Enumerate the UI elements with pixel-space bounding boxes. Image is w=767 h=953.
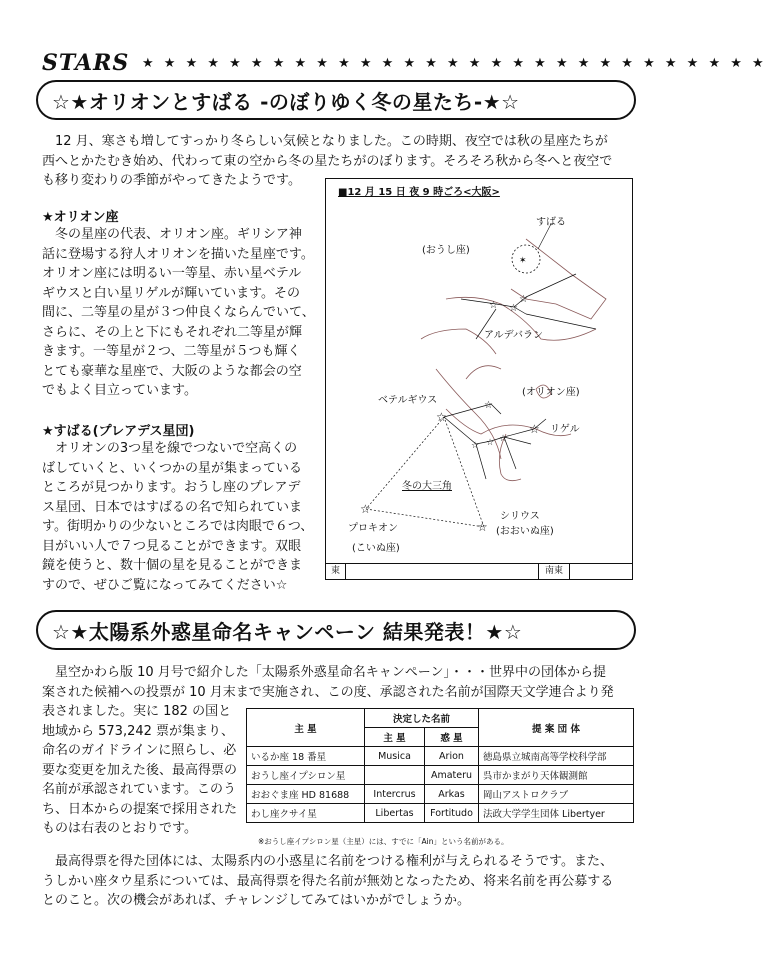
article1-title: ☆★オリオンとすばる -のぼりゆく冬の星たち-★☆ <box>52 89 520 114</box>
pleiades-text <box>42 439 324 595</box>
closing-line-3: とのこと。次の機会があれば、チャレンジしてみてはいかがでしょうか。 <box>42 893 470 908</box>
star-map-drawing <box>326 179 632 563</box>
svg-text:☆: ☆ <box>486 438 495 448</box>
table-row <box>247 766 634 785</box>
label-taurus: (おうし座) <box>422 245 470 256</box>
naming-result-table <box>246 708 634 823</box>
cell-star: いるか座 18 番星 <box>247 747 365 766</box>
orion-text-line: とても豪華な星座で、大阪のような都会の空 <box>42 363 302 379</box>
orion-text-line: きます。一等星が２つ、二等星が５つも輝く <box>42 344 301 359</box>
article1-title-box <box>36 80 636 120</box>
cell-star-name: Libertas <box>365 804 425 823</box>
cell-planet: Fortitudo <box>425 804 479 823</box>
cell-org: 呉市かまがり天体観測館 <box>479 766 634 785</box>
pleiades-text-line: 目がいい人で７つ見ることができます。双眼 <box>42 538 301 554</box>
closing-line-1: 最高得票を得た団体には、太陽系内の小惑星に名前をつける権利が与えられるそうです。また、 <box>55 854 613 869</box>
direction-east: 東 <box>326 564 346 579</box>
article2-left-line: 要な変更を加えた後、最高得票の <box>42 762 238 778</box>
svg-text:☆: ☆ <box>436 410 447 424</box>
a2-intro-line-1: 星空かわら版 10 月号で紹介した「太陽系外惑星命名キャンペーン」・・・世界中の団体から提 <box>55 665 607 680</box>
th-star: 主 星 <box>247 709 365 747</box>
svg-text:☆: ☆ <box>471 441 480 451</box>
orion-text-line: ギウスと白い星リゲルが輝いています。その <box>42 285 301 301</box>
label-winter-triangle: 冬の大三角 <box>402 481 452 492</box>
article2-left-line: 表されました。実に 182 の国と <box>42 704 232 719</box>
cell-star-name <box>365 766 425 785</box>
cell-org: 岡山アストロクラブ <box>479 785 634 804</box>
a2-intro-line-2: 案された候補への投票が 10 月末まで実施され、この度、承認された名前が国際天文学連合より発 <box>42 684 614 700</box>
orion-text-line: 話に登場する狩人オリオンを描いた星座です。 <box>42 246 314 262</box>
orion-text-line: 冬の星座の代表、オリオン座。ギリシア神 <box>55 227 302 242</box>
svg-text:☆: ☆ <box>509 303 518 314</box>
svg-text:☆: ☆ <box>519 294 528 305</box>
table-row <box>247 785 634 804</box>
label-sirius: シリウス <box>500 511 540 522</box>
stars-wordmark: STARS <box>42 50 130 76</box>
pleiades-text-line: オリオンの3つ星を線でつないで空高くの <box>55 441 298 456</box>
label-aldebaran: アルデバラン <box>484 330 543 341</box>
closing-line-2: うしかい座タウ星系については、最高得票を得た名前が無効となったため、将来名前を再公募する <box>42 873 614 889</box>
cell-org: 法政大学学生団体 Libertyer <box>479 804 634 823</box>
article2-title: ☆★太陽系外惑星命名キャンペーン 結果発表！★☆ <box>52 619 523 644</box>
article2-left-text <box>42 702 246 839</box>
stars-header <box>42 50 767 76</box>
cell-org: 徳島県立城南高等学校科学部 <box>479 747 634 766</box>
label-rigel: リゲル <box>550 424 580 435</box>
constellation-figures <box>421 239 606 481</box>
map-direction-bar <box>326 563 632 579</box>
pleiades-text-line: ス星団、日本ではすばるの名で知られていま <box>42 499 303 515</box>
label-subaru: すばる <box>536 217 566 228</box>
intro-line-3: も移り変わりの季節がやってきたようです。 <box>42 173 301 188</box>
orion-text-line: オリオン座には明るい一等星、赤い星ベテル <box>42 266 302 281</box>
article2-closing <box>42 852 642 911</box>
orion-text-line: 間に、二等星の星が３つ仲良くならんでいて、 <box>42 305 315 320</box>
th-sub-star: 主 星 <box>365 728 425 747</box>
pleiades-text-line: すので、ぜひご覧になってみてください☆ <box>42 577 288 593</box>
table-footnote: ※おうし座イプシロン星（主星）には、すでに「Ain」という名前がある。 <box>258 837 509 846</box>
article2-left-line: 地域から 573,242 票が集まり、 <box>42 723 235 739</box>
cell-planet: Arkas <box>425 785 479 804</box>
stars-decoration-row: ★ ★ ★ ★ ★ ★ ★ ★ ★ ★ ★ ★ ★ ★ ★ ★ ★ ★ ★ ★ ★ ★ ★ ★ ★ ★ ★ ★ ★ <box>142 56 767 71</box>
article2-left-line: ものは右表のとおりです。 <box>42 821 197 836</box>
label-betelgeuse: ベテルギウス <box>378 395 438 406</box>
star-map <box>325 178 633 580</box>
cell-star-name: Musica <box>365 747 425 766</box>
cell-planet: Arion <box>425 747 479 766</box>
th-decided: 決定した名前 <box>365 709 479 728</box>
th-proposer: 提 案 団 体 <box>479 709 634 747</box>
intro-line-1: 12 月、寒さも増してすっかり冬らしい気候となりました。この時期、夜空では秋の星座たちが <box>55 134 608 149</box>
intro-line-2: 西へとかたむき始め、代わって東の空から冬の星たちがのぼります。そろそろ秋から冬へと夜空で <box>42 153 613 169</box>
svg-text:☆: ☆ <box>499 434 508 444</box>
cell-planet: Amateru <box>425 766 479 785</box>
orion-text-line: でもよく目立っています。 <box>42 383 197 398</box>
article2-left-line: 名前が承認されています。このう <box>42 782 236 797</box>
label-canis-minor: (こいぬ座) <box>352 543 400 554</box>
label-procyon: プロキオン <box>348 523 398 534</box>
svg-text:☆: ☆ <box>484 400 493 411</box>
label-orion: (オリオン座) <box>522 387 580 398</box>
label-canis-major: (おおいぬ座) <box>496 526 554 537</box>
direction-southeast: 南東 <box>538 564 570 579</box>
pleiades-text-line: 鏡を使うと、数十個の星を見ることができま <box>42 558 303 573</box>
orion-text-line: さらに、その上と下にもそれぞれ二等星が輝 <box>42 324 303 340</box>
cell-star-name: Intercrus <box>365 785 425 804</box>
article2-intro <box>42 663 642 702</box>
article2-left-line: 命名のガイドラインに照らし、必 <box>42 743 237 758</box>
article2-title-box <box>36 610 636 650</box>
orion-heading: ★オリオン座 <box>42 210 119 225</box>
pleiades-heading: ★すばる(プレアデス星団) <box>42 424 195 439</box>
svg-text:☆: ☆ <box>489 300 498 311</box>
svg-text:☆: ☆ <box>529 422 540 436</box>
article2-left-line: ち、日本からの提案で採用された <box>42 801 238 817</box>
pleiades-text-line: ところが見つかります。おうし座のプレアデ <box>42 480 301 495</box>
pleiades-text-line: す。街明かりの少ないところでは肉眼で６つ、 <box>42 519 314 534</box>
orion-text <box>42 225 324 401</box>
winter-triangle-lines <box>366 417 484 527</box>
pleiades-text-line: ばしていくと、いくつかの星が集まっている <box>42 460 303 476</box>
svg-text:☆: ☆ <box>360 502 371 516</box>
th-sub-planet: 惑 星 <box>425 728 479 747</box>
svg-text:☆: ☆ <box>477 520 488 534</box>
cell-star: おうし座イプシロン星 <box>247 766 365 785</box>
table-row <box>247 747 634 766</box>
table-row <box>247 804 634 823</box>
cell-star: わし座クサイ星 <box>247 804 365 823</box>
map-caption: ■12 月 15 日 夜 9 時ごろ<大阪> <box>338 187 500 198</box>
cell-star: おおぐま座 HD 81688 <box>247 785 365 804</box>
svg-text:✶: ✶ <box>519 256 527 266</box>
